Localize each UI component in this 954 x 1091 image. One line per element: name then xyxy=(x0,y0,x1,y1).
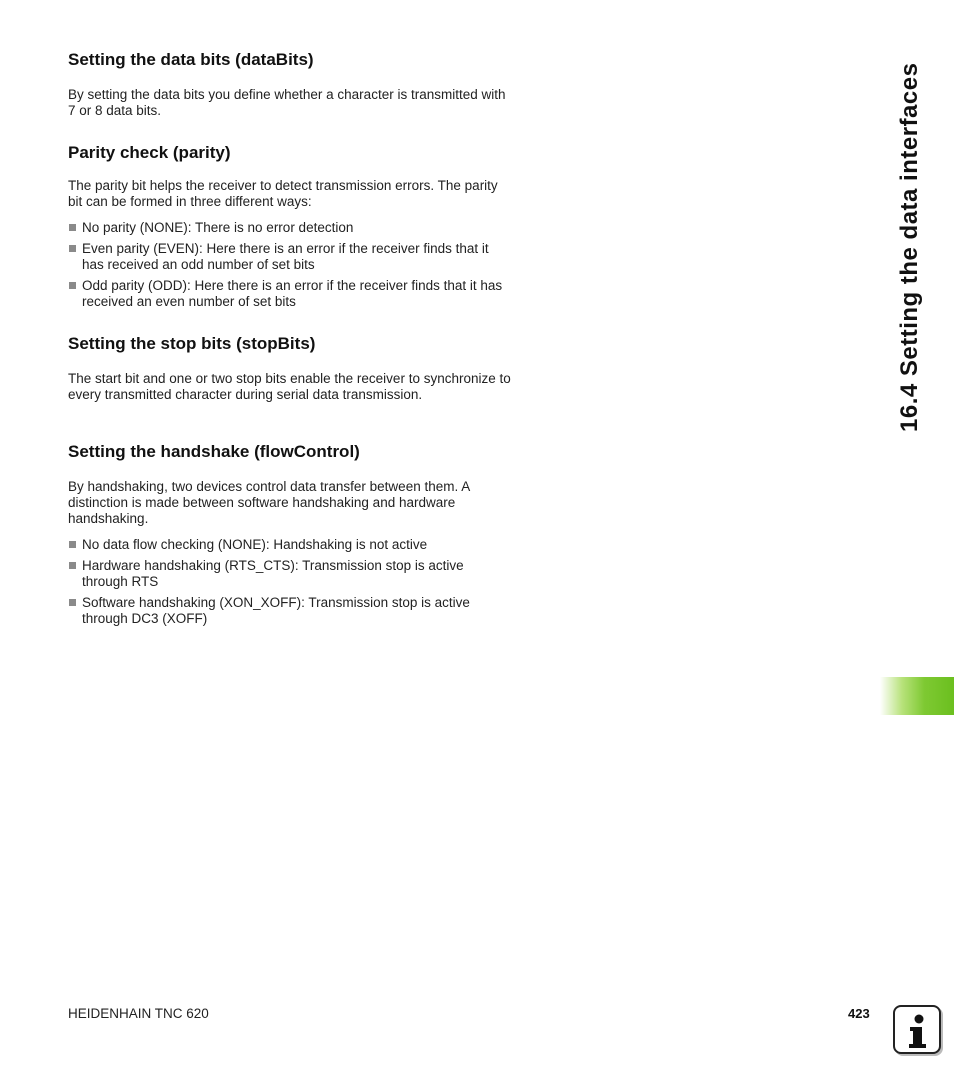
section-paragraph-databits: By setting the data bits you define whether a character is transmitted with 7 or 8 data bits. xyxy=(68,87,506,118)
square-bullet-icon xyxy=(69,245,76,252)
info-icon xyxy=(893,1005,941,1054)
chapter-side-title: 16.4 Setting the data interfaces xyxy=(896,62,923,432)
section-heading-parity: Parity check (parity) xyxy=(68,143,231,162)
list-item: No parity (NONE): There is no error detection xyxy=(68,220,513,236)
list-item: Hardware handshaking (RTS_CTS): Transmission stop is active through RTS xyxy=(68,558,513,590)
section-paragraph-flowcontrol: By handshaking, two devices control data transfer between them. A distinction is made between software handshaking and hardware handshaking. xyxy=(68,479,470,526)
page-number: 423 xyxy=(848,1006,870,1021)
section-paragraph-parity: The parity bit helps the receiver to detect transmission errors. The parity bit can be formed in three different ways: xyxy=(68,178,498,209)
list-item: No data flow checking (NONE): Handshaking is not active xyxy=(68,537,513,553)
square-bullet-icon xyxy=(69,599,76,606)
section-heading-flowcontrol: Setting the handshake (flowControl) xyxy=(68,442,360,461)
section-paragraph-stopbits: The start bit and one or two stop bits enable the receiver to synchronize to every transmitted character during serial data transmission. xyxy=(68,371,511,402)
section-heading-databits: Setting the data bits (dataBits) xyxy=(68,50,314,69)
square-bullet-icon xyxy=(69,282,76,289)
square-bullet-icon xyxy=(69,562,76,569)
square-bullet-icon xyxy=(69,541,76,548)
square-bullet-icon xyxy=(69,224,76,231)
parity-bullet-list xyxy=(68,220,513,315)
footer-manual-name: HEIDENHAIN TNC 620 xyxy=(68,1006,209,1021)
section-heading-stopbits: Setting the stop bits (stopBits) xyxy=(68,334,316,353)
chapter-thumb-tab xyxy=(880,677,954,715)
list-item: Software handshaking (XON_XOFF): Transmission stop is active through DC3 (XOFF) xyxy=(68,595,513,627)
list-item: Even parity (EVEN): Here there is an error if the receiver finds that it has received an odd number of set bits xyxy=(68,241,513,273)
handshake-bullet-list xyxy=(68,537,513,632)
list-item: Odd parity (ODD): Here there is an error if the receiver finds that it has received an even number of set bits xyxy=(68,278,513,310)
